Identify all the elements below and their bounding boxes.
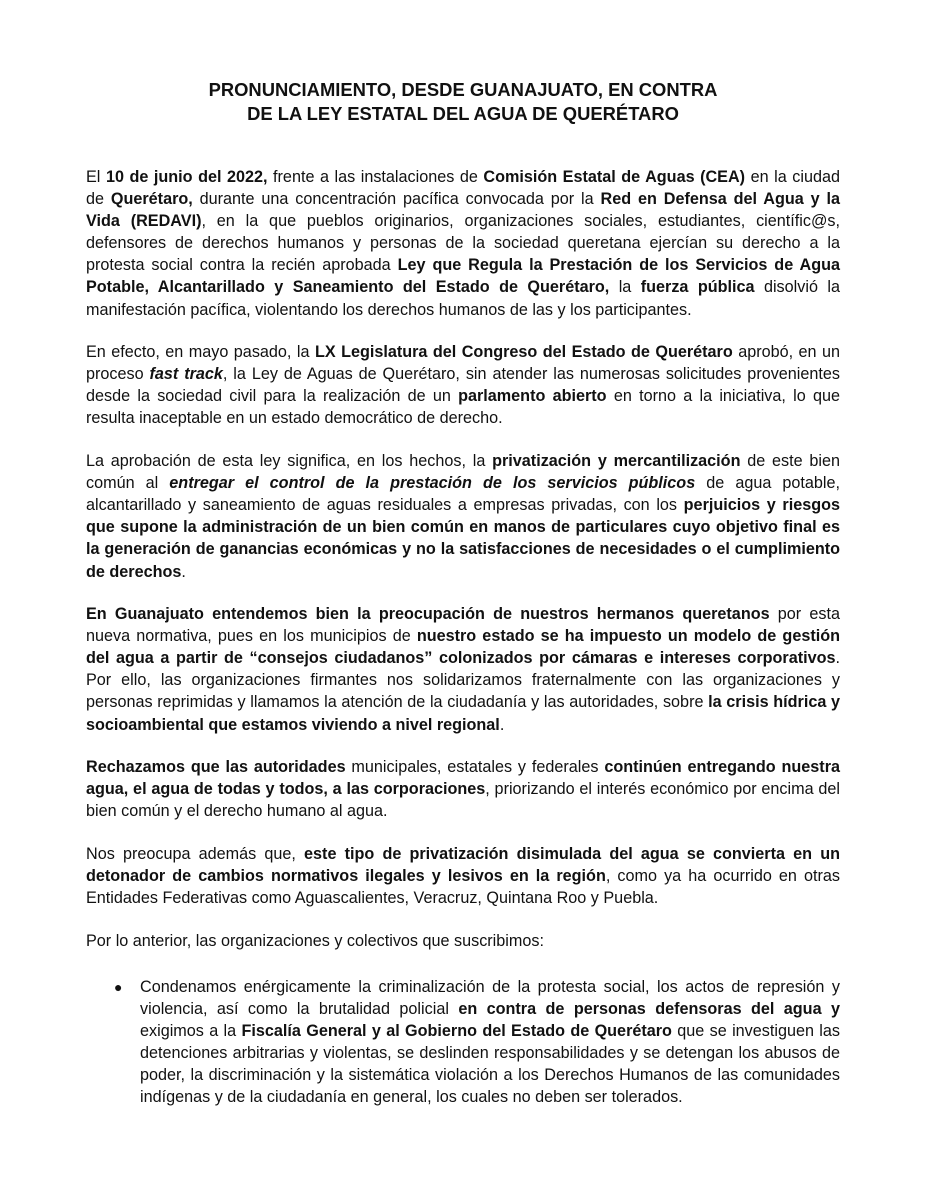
text-run: en torno a la iniciativa, lo que resulta inaceptable en un estado democrático de derecho. — [86, 387, 840, 428]
title-line-2: DE LA LEY ESTATAL DEL AGUA DE QUERÉTARO — [247, 103, 679, 124]
text-run: , en la que pueblos originarios, organizaciones sociales, estudiantes, científic@s, defensores de derechos humanos y personas de la sociedad queretana ejercían su derecho a la protesta social contra la recién aprobada — [86, 212, 840, 275]
paragraph — [86, 450, 840, 583]
text-run: Condenamos enérgicamente la criminalización de la protesta social, los actos de represión y violencia, así como la brutalidad policial — [140, 977, 840, 1018]
document-title — [86, 78, 840, 126]
text-run: frente a las instalaciones de — [267, 168, 484, 186]
text-run: durante una concentración pacífica convocada por la — [192, 190, 601, 209]
bold-text: Querétaro, — [110, 190, 193, 209]
list-item — [86, 976, 840, 1109]
bold-text: en contra de personas defensoras del agua y — [458, 999, 840, 1018]
bold-text: Red en Defensa del Agua y la Vida (REDAVI) — [86, 190, 840, 231]
text-run: por esta nueva normativa, pues en los municipios de — [86, 605, 840, 646]
bold-text: Rechazamos que las autoridades — [86, 758, 346, 777]
text-run: . — [499, 715, 505, 734]
bold-text: Fiscalía General y al Gobierno del Estado de Querétaro — [241, 1022, 672, 1040]
paragraph — [86, 756, 840, 822]
bold-text: este tipo de privatización disimulada del agua se convierta en un detonador de cambios normativos ilegales y lesivos en la región — [86, 844, 840, 886]
paragraph — [86, 843, 840, 909]
bold-text: privatización y mercantilización — [492, 452, 741, 471]
text-run: El — [86, 168, 106, 186]
bold-text: continúen entregando nuestra agua, el agua de todas y todos, a las corporaciones — [86, 758, 840, 799]
text-run: . Por ello, las organizaciones firmantes nos solidarizamos fraternalmente con las organizaciones y personas reprimidas y llamamos la atención de la ciudadanía y las autoridades, sobre — [86, 649, 840, 712]
text-run: municipales, estatales y federales — [345, 758, 605, 777]
bullet-icon: ● — [114, 978, 123, 995]
bold-text: Ley que Regula la Prestación de los Servicios de Agua Potable, Alcantarillado y Saneamiento del Estado de Querétaro, — [86, 256, 841, 297]
bold-italic-text: entregar el control de la prestación de los servicios públicos — [169, 474, 696, 493]
paragraph — [86, 166, 840, 321]
text-run: , la Ley de Aguas de Querétaro, sin atender las numerosas solicitudes provenientes desde la sociedad civil para la realización de un — [86, 365, 841, 406]
text-run: , como ya ha ocurrido en otras Entidades Federativas como Aguascalientes, Veracruz, Quintana Roo y Puebla. — [86, 867, 840, 908]
bold-text: la crisis hídrica y socioambiental que estamos viviendo a nivel regional — [86, 693, 840, 734]
paragraph — [86, 341, 840, 429]
demands-list — [86, 976, 840, 1109]
document-page — [86, 78, 840, 1108]
bold-text: LX Legislatura del Congreso del Estado de Querétaro — [314, 343, 733, 362]
text-run: de este bien común al — [86, 452, 840, 493]
text-run: Por lo anterior, las organizaciones y colectivos que suscribimos: — [86, 931, 544, 950]
text-run: en la ciudad de — [86, 168, 840, 209]
body-text — [86, 166, 840, 952]
text-run: exigimos a la — [140, 1022, 242, 1040]
text-run: que se investiguen las detenciones arbitrarias y violentas, se deslinden responsabilidades y se detengan los abusos de poder, la discriminación y la sistemática violación a los Derechos Humanos de las comunidades indígenas y de la ciudadanía en general, los cuales no deben ser tolerados. — [140, 1022, 841, 1107]
text-run: de agua potable, alcantarillado y saneamiento de aguas residuales a empresas privadas, con los — [86, 474, 840, 515]
text-run: , priorizando el interés económico por encima del bien común y el derecho humano al agua. — [86, 780, 840, 821]
bold-text: Comisión Estatal de Aguas (CEA) — [483, 168, 746, 186]
text-run: La aprobación de esta ley significa, en los hechos, la — [86, 452, 493, 471]
text-run: En efecto, en mayo pasado, la — [86, 343, 315, 362]
bold-text: En Guanajuato entendemos bien la preocupación de nuestros hermanos queretanos — [86, 605, 770, 624]
list-item-text — [140, 978, 840, 1106]
text-run: aprobó, en un proceso — [86, 343, 841, 384]
bold-italic-text: fast track — [149, 365, 223, 384]
bold-text: parlamento abierto — [458, 387, 607, 406]
text-run: la — [609, 278, 641, 297]
text-run: Nos preocupa además que, — [86, 844, 305, 863]
title-line-1: PRONUNCIAMIENTO, DESDE GUANAJUATO, EN CONTRA — [208, 79, 718, 100]
text-run: disolvió la manifestación pacífica, violentando los derechos humanos de las y los participantes. — [86, 278, 840, 319]
paragraph — [86, 603, 840, 736]
bold-text: fuerza pública — [640, 278, 755, 297]
paragraph — [86, 930, 840, 952]
bold-text: perjuicios y riesgos que supone la administración de un bien común en manos de particulares cuyo objetivo final es la generación de ganancias económicas y no la satisfacciones de necesidades o el cumplimiento de derechos — [86, 496, 841, 581]
bold-text: nuestro estado se ha impuesto un modelo de gestión del agua a partir de “consejos ciudadanos” colonizados por cámaras e intereses corporativos — [86, 627, 840, 668]
bold-text: 10 de junio del 2022, — [105, 168, 268, 186]
text-run: . — [181, 562, 186, 581]
